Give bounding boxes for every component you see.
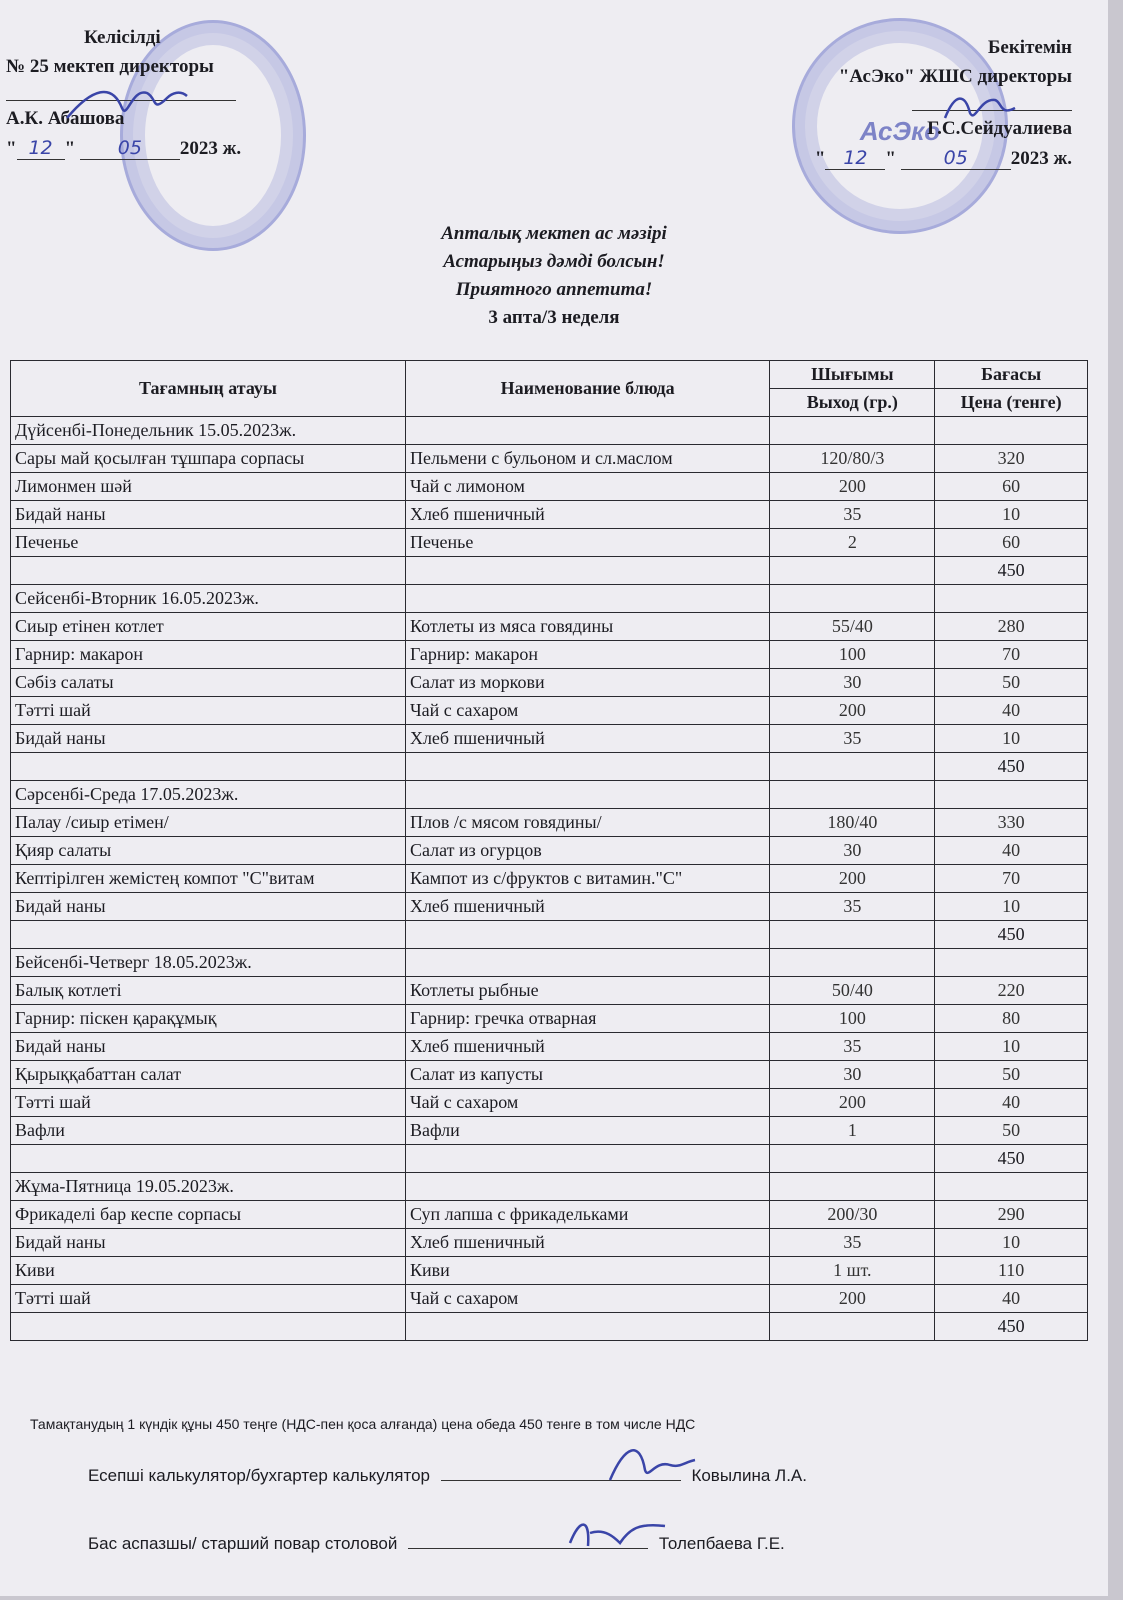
day-total-row: [11, 557, 1088, 585]
dish-price: 60: [935, 473, 1088, 501]
dish-output: 35: [770, 1229, 935, 1257]
empty-cell: [11, 753, 406, 781]
dish-name-ru: Хлеб пшеничный: [405, 1033, 769, 1061]
dish-name-kz: Сәбіз салаты: [11, 669, 406, 697]
dish-row: [11, 1033, 1088, 1061]
dish-price: 10: [935, 725, 1088, 753]
quote-mark: ": [6, 137, 17, 159]
day-title-row: [11, 949, 1088, 977]
dish-name-kz: Қияр салаты: [11, 837, 406, 865]
empty-cell: [770, 753, 935, 781]
dish-price: 320: [935, 445, 1088, 473]
dish-output: 180/40: [770, 809, 935, 837]
signer-name: Толепбаева Г.Е.: [658, 1534, 785, 1553]
dish-name-kz: Печенье: [11, 529, 406, 557]
dish-row: [11, 613, 1088, 641]
day-title-row: [11, 781, 1088, 809]
dish-name-ru: Хлеб пшеничный: [405, 893, 769, 921]
empty-cell: [770, 585, 935, 613]
dish-row: [11, 1117, 1088, 1145]
dish-output: 35: [770, 1033, 935, 1061]
dish-name-ru: Хлеб пшеничный: [405, 725, 769, 753]
col-output-ru: Выход (гр.): [770, 389, 935, 417]
table-header-row: [11, 361, 1088, 389]
day-total: 450: [935, 557, 1088, 585]
empty-cell: [770, 949, 935, 977]
dish-row: [11, 893, 1088, 921]
dish-output: 200: [770, 1089, 935, 1117]
dish-row: [11, 865, 1088, 893]
dish-name-ru: Котлеты из мяса говядины: [405, 613, 769, 641]
dish-name-ru: Чай с сахаром: [405, 697, 769, 725]
dish-name-kz: Гарнир: піскен қарақұмық: [11, 1005, 406, 1033]
date-year: 2023 ж.: [179, 137, 242, 159]
dish-name-ru: Чай с лимоном: [405, 473, 769, 501]
date-month: 05: [80, 138, 180, 160]
empty-cell: [935, 417, 1088, 445]
dish-name-ru: Салат из моркови: [405, 669, 769, 697]
day-total: 450: [935, 1145, 1088, 1173]
day-total-row: [11, 1145, 1088, 1173]
header-right: [752, 38, 1072, 178]
empty-cell: [770, 417, 935, 445]
day-title: Сәрсенбі-Среда 17.05.2023ж.: [11, 781, 406, 809]
school-director-name: А.К. Абашова: [6, 107, 125, 129]
dish-name-kz: Киви: [11, 1257, 406, 1285]
dish-name-ru: Печенье: [405, 529, 769, 557]
dish-name-kz: Бидай наны: [11, 893, 406, 921]
dish-name-kz: Тәтті шай: [11, 697, 406, 725]
empty-cell: [405, 585, 769, 613]
dish-output: 55/40: [770, 613, 935, 641]
dish-name-ru: Салат из огурцов: [405, 837, 769, 865]
quote-mark: ": [64, 137, 76, 159]
dish-row: [11, 977, 1088, 1005]
empty-cell: [405, 1145, 769, 1173]
dish-output: 30: [770, 1061, 935, 1089]
week-label: 3 апта/3 неделя: [488, 307, 620, 328]
day-total: 450: [935, 753, 1088, 781]
dish-price: 220: [935, 977, 1088, 1005]
dish-price: 10: [935, 1229, 1088, 1257]
dish-row: [11, 1005, 1088, 1033]
dish-name-ru: Кампот из с/фруктов с витамин."С": [405, 865, 769, 893]
dish-price: 40: [935, 697, 1088, 725]
dish-name-kz: Бидай наны: [11, 725, 406, 753]
dish-row: [11, 1061, 1088, 1089]
dish-price: 40: [935, 837, 1088, 865]
col-ru-name: Наименование блюда: [405, 361, 769, 417]
dish-name-ru: Киви: [405, 1257, 769, 1285]
day-title-row: [11, 585, 1088, 613]
col-price-ru: Цена (тенге): [935, 389, 1088, 417]
dish-row: [11, 1285, 1088, 1313]
dish-price: 50: [935, 669, 1088, 697]
dish-name-kz: Тәтті шай: [11, 1285, 406, 1313]
dish-price: 10: [935, 501, 1088, 529]
dish-name-ru: Котлеты рыбные: [405, 977, 769, 1005]
dish-price: 70: [935, 641, 1088, 669]
accountant-signature: [600, 1440, 700, 1485]
empty-cell: [11, 1313, 406, 1341]
day-total-row: [11, 921, 1088, 949]
price-footnote: Тамақтанудың 1 күндік құны 450 теңге (НДС-пен қоса алғанда) цена обеда 450 тенге в том числе НДС: [30, 1416, 696, 1432]
dish-name-kz: Лимонмен шәй: [11, 473, 406, 501]
stamp-text: АсЭко: [859, 116, 941, 146]
empty-cell: [11, 557, 406, 585]
dish-name-kz: Гарнир: макарон: [11, 641, 406, 669]
dish-name-ru: Пельмени с бульоном и сл.маслом: [405, 445, 769, 473]
empty-cell: [405, 781, 769, 809]
dish-price: 330: [935, 809, 1088, 837]
day-title: Жұма-Пятница 19.05.2023ж.: [11, 1173, 406, 1201]
dish-name-kz: Сиыр етінен котлет: [11, 613, 406, 641]
dish-price: 40: [935, 1089, 1088, 1117]
dish-name-kz: Палау /сиыр етімен/: [11, 809, 406, 837]
day-title: Дүйсенбі-Понедельник 15.05.2023ж.: [11, 417, 406, 445]
dish-price: 110: [935, 1257, 1088, 1285]
dish-output: 120/80/3: [770, 445, 935, 473]
empty-cell: [405, 1313, 769, 1341]
dish-row: [11, 445, 1088, 473]
dish-output: 50/40: [770, 977, 935, 1005]
company-director-position: "АсЭко" ЖШС директоры: [838, 65, 1072, 87]
dish-name-kz: Бидай наны: [11, 1033, 406, 1061]
empty-cell: [405, 417, 769, 445]
dish-row: [11, 669, 1088, 697]
day-total: 450: [935, 1313, 1088, 1341]
empty-cell: [935, 1173, 1088, 1201]
dish-output: 30: [770, 669, 935, 697]
dish-price: 290: [935, 1201, 1088, 1229]
empty-cell: [770, 557, 935, 585]
dish-row: [11, 697, 1088, 725]
right-date: " 12 " 05 2023 ж.: [814, 146, 1072, 169]
dish-price: 60: [935, 529, 1088, 557]
dish-name-kz: Сары май қосылған тұшпара сорпасы: [11, 445, 406, 473]
dish-output: 1 шт.: [770, 1257, 935, 1285]
dish-name-ru: Плов /с мясом говядины/: [405, 809, 769, 837]
signer-role: Есепші калькулятор/бухгартер калькулятор: [88, 1466, 430, 1485]
dish-row: [11, 725, 1088, 753]
dish-name-ru: Гарнир: гречка отварная: [405, 1005, 769, 1033]
empty-cell: [405, 557, 769, 585]
day-title-row: [11, 1173, 1088, 1201]
empty-cell: [405, 1173, 769, 1201]
day-title: Бейсенбі-Четверг 18.05.2023ж.: [11, 949, 406, 977]
dish-name-ru: Вафли: [405, 1117, 769, 1145]
day-total: 450: [935, 921, 1088, 949]
dish-name-ru: Чай с сахаром: [405, 1089, 769, 1117]
dish-output: 2: [770, 529, 935, 557]
day-total-row: [11, 1313, 1088, 1341]
title-kz: Апталық мектеп ас мәзірі: [441, 223, 667, 244]
day-title-row: [11, 417, 1088, 445]
dish-row: [11, 473, 1088, 501]
dish-price: 40: [935, 1285, 1088, 1313]
empty-cell: [770, 781, 935, 809]
dish-name-ru: Хлеб пшеничный: [405, 501, 769, 529]
dish-name-ru: Гарнир: макарон: [405, 641, 769, 669]
dish-output: 35: [770, 725, 935, 753]
dish-price: 80: [935, 1005, 1088, 1033]
signature-line-cook: [88, 1534, 785, 1554]
dish-row: [11, 837, 1088, 865]
dish-output: 200/30: [770, 1201, 935, 1229]
menu-table: [10, 360, 1088, 1341]
signer-role: Бас аспазшы/ старший повар столовой: [88, 1534, 398, 1553]
empty-cell: [935, 585, 1088, 613]
dish-row: [11, 1257, 1088, 1285]
dish-row: [11, 1089, 1088, 1117]
dish-name-kz: Вафли: [11, 1117, 406, 1145]
day-total-row: [11, 753, 1088, 781]
empty-cell: [935, 781, 1088, 809]
day-title: Сейсенбі-Вторник 16.05.2023ж.: [11, 585, 406, 613]
empty-cell: [11, 921, 406, 949]
dish-row: [11, 529, 1088, 557]
dish-price: 50: [935, 1117, 1088, 1145]
dish-name-kz: Балық котлеті: [11, 977, 406, 1005]
empty-cell: [770, 921, 935, 949]
menu-body: [11, 417, 1088, 1341]
company-director-name: Г.С.Сейдуалиева: [927, 117, 1072, 139]
empty-cell: [770, 1313, 935, 1341]
company-signature: [940, 88, 1020, 128]
wish-kz: Астарыңыз дәмді болсын!: [443, 251, 665, 272]
dish-output: 200: [770, 473, 935, 501]
dish-name-kz: Бидай наны: [11, 501, 406, 529]
col-price-kz: Бағасы: [935, 361, 1088, 389]
dish-output: 30: [770, 837, 935, 865]
dish-row: [11, 1201, 1088, 1229]
dish-name-kz: Тәтті шай: [11, 1089, 406, 1117]
cook-signature: [560, 1508, 670, 1553]
dish-name-kz: Қырыққабаттан салат: [11, 1061, 406, 1089]
dish-name-ru: Хлеб пшеничный: [405, 1229, 769, 1257]
dish-price: 10: [935, 1033, 1088, 1061]
dish-price: 70: [935, 865, 1088, 893]
empty-cell: [770, 1145, 935, 1173]
dish-output: 200: [770, 1285, 935, 1313]
dish-output: 100: [770, 641, 935, 669]
school-director-position: № 25 мектеп директоры: [6, 55, 214, 77]
menu-titles: [0, 220, 1108, 332]
empty-cell: [11, 1145, 406, 1173]
dish-row: [11, 809, 1088, 837]
col-kz-name: Тағамның атауы: [11, 361, 406, 417]
empty-cell: [935, 949, 1088, 977]
dish-name-kz: Кептірілген жемістең компот "С"витам: [11, 865, 406, 893]
dish-price: 280: [935, 613, 1088, 641]
dish-name-kz: Фрикаделі бар кеспе сорпасы: [11, 1201, 406, 1229]
dish-output: 1: [770, 1117, 935, 1145]
dish-name-ru: Чай с сахаром: [405, 1285, 769, 1313]
dish-row: [11, 641, 1088, 669]
approved-label: Бекітемін: [987, 37, 1072, 58]
date-day: 12: [825, 148, 885, 170]
dish-output: 35: [770, 893, 935, 921]
dish-name-ru: Суп лапша с фрикадельками: [405, 1201, 769, 1229]
empty-cell: [405, 753, 769, 781]
dish-name-kz: Бидай наны: [11, 1229, 406, 1257]
dish-output: 35: [770, 501, 935, 529]
date-day: 12: [17, 138, 65, 160]
dish-row: [11, 1229, 1088, 1257]
dish-price: 10: [935, 893, 1088, 921]
date-month: 05: [901, 148, 1011, 170]
left-date: [6, 138, 306, 160]
date-year: 2023 ж.: [1010, 147, 1072, 169]
dish-output: 100: [770, 1005, 935, 1033]
empty-cell: [405, 949, 769, 977]
dish-output: 200: [770, 865, 935, 893]
dish-row: [11, 501, 1088, 529]
empty-cell: [405, 921, 769, 949]
wish-ru: Приятного аппетита!: [455, 279, 653, 300]
dish-name-ru: Салат из капусты: [405, 1061, 769, 1089]
col-output-kz: Шығымы: [770, 361, 935, 389]
director-signature: [62, 78, 192, 128]
empty-cell: [770, 1173, 935, 1201]
agreed-label: Келісілді: [84, 27, 161, 48]
dish-output: 200: [770, 697, 935, 725]
signer-name: Ковылина Л.А.: [691, 1466, 807, 1485]
dish-price: 50: [935, 1061, 1088, 1089]
